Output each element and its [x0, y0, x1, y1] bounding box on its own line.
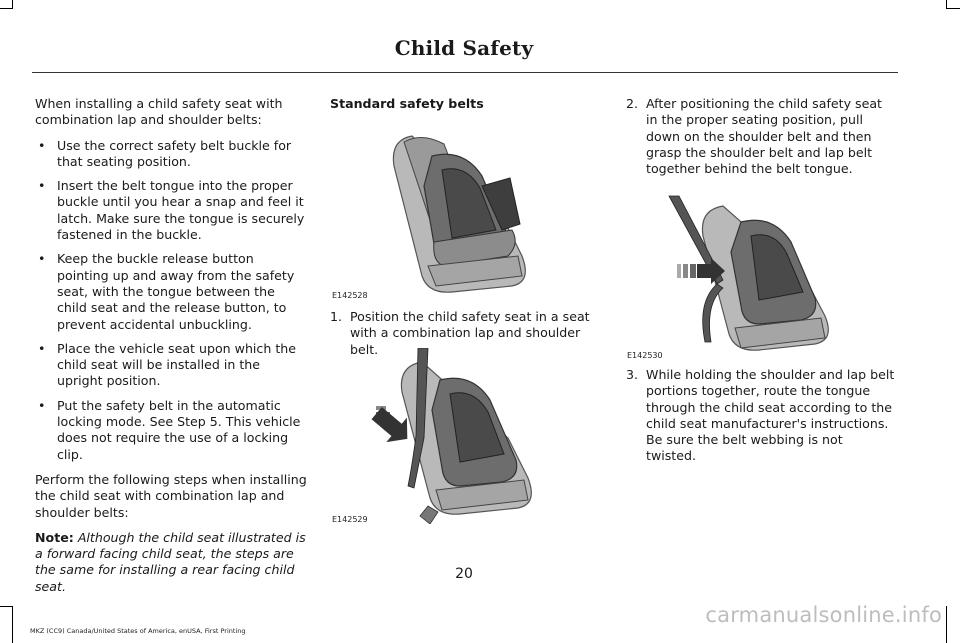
step-2 [626, 96, 896, 186]
crop-mark [946, 8, 960, 9]
figure-child-seat-3 [627, 192, 867, 360]
crop-mark [12, 0, 13, 9]
step-item [626, 367, 896, 465]
figure-code: E142528 [332, 291, 368, 300]
step-item [626, 96, 896, 177]
crop-mark [946, 606, 947, 643]
list-item: • Use the correct safety belt buckle for that seating position. [35, 138, 307, 171]
figure-code: E142529 [332, 515, 368, 524]
left-column [35, 96, 307, 604]
title-divider [32, 72, 898, 73]
note-label: Note: [35, 529, 74, 545]
step-text: Position the child safety seat in a seat with a combination lap and shoulder belt. [350, 309, 590, 357]
step-text: While holding the shoulder and lap belt portions together, route the tongue through the child seat according to the child seat manufacturer's instructions. Be sure the belt webbing is not twisted. [646, 367, 895, 464]
child-seat-pull-belt-illustration [627, 192, 867, 360]
crop-mark [946, 0, 947, 9]
list-item: • Place the vehicle seat upon which the child seat will be installed in the upright position. [35, 341, 307, 390]
note-paragraph [35, 530, 307, 595]
figure-child-seat-1 [332, 126, 572, 300]
list-item: • Insert the belt tongue into the proper buckle until you hear a snap and feel it latch. Make sure the tongue is securely fastened in the buckle. [35, 178, 307, 243]
step-text: After positioning the child safety seat in the proper seating position, pull down on the shoulder belt and then grasp the shoulder belt and lap belt together behind the belt tongue. [646, 96, 882, 177]
child-seat-belt-illustration [332, 348, 572, 524]
middle-column [330, 96, 602, 121]
step-number: 3. [626, 367, 639, 382]
page-number: 20 [455, 566, 473, 582]
edition-line: MKZ (CC9) Canada/United States of America, enUSA, First Printing [30, 627, 246, 635]
section-heading: Standard safety belts [330, 96, 484, 111]
crop-mark [0, 8, 12, 9]
figure-child-seat-2 [332, 348, 572, 524]
step-number: 2. [626, 96, 639, 111]
requirements-list [35, 138, 307, 463]
perform-paragraph: Perform the following steps when installing the child seat with combination lap and shoulder belts: [35, 471, 307, 520]
intro-paragraph: When installing a child safety seat with combination lap and shoulder belts: [35, 96, 283, 128]
figure-code: E142530 [627, 351, 663, 360]
list-item: • Put the safety belt in the automatic locking mode. See Step 5. This vehicle does not require the use of a locking clip. [35, 398, 307, 463]
step-number: 1. [330, 309, 343, 324]
crop-mark [0, 606, 12, 607]
crop-mark [12, 606, 13, 643]
child-seat-illustration [332, 126, 572, 300]
watermark: carmanualsonline.info [705, 603, 942, 627]
note-text: Although the child seat illustrated is a forward facing child seat, the steps are the same for installing a rear facing child seat. [35, 529, 306, 594]
step-3 [626, 367, 896, 474]
list-item: • Keep the buckle release button pointing up and away from the safety seat, with the tongue between the child seat and the release button, to prevent accidental unbuckling. [35, 251, 307, 332]
page-title: Child Safety [394, 36, 534, 60]
